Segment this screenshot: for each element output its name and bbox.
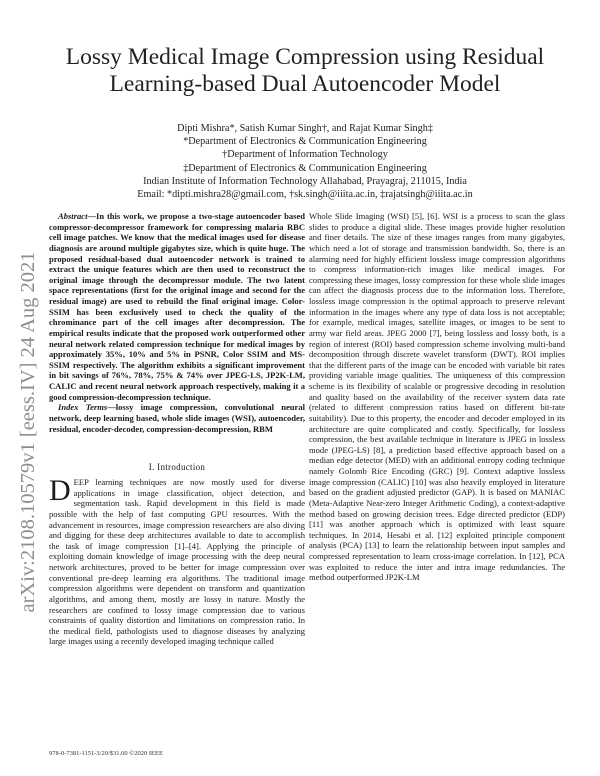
copyright-footer: 978-0-7381-1151-3/20/$31.00 ©2020 IEEE	[49, 750, 163, 757]
index-terms	[49, 402, 305, 434]
author-block	[40, 122, 570, 201]
introduction-text	[49, 474, 305, 647]
author-emails: Email: *dipti.mishra28@gmail.com, †sk.singh@iiita.ac.in, ‡rajatsingh@iiita.ac.in	[137, 189, 473, 201]
paper-title	[40, 44, 570, 98]
affiliation-2: †Department of Information Technology	[222, 149, 388, 161]
abstract-text: —In this work, we propose a two-stage autoencoder based compressor-decompressor framework for compressing malaria RBC cell image patches. We know that the medical images used for disease diagnosis are around multiple gigabytes size, which is quite huge. The proposed residual-based dual autoencoder network is trained to extract the unique features which are then used to reconstruct the original image through the decompressor module. The two latent space representations (first for the original image and second for the residual image) are used to rebuild the final original image. Color-SSIM has been exclusively used to check the quality of the chrominance part of the cell images after decompression. The empirical results indicate that the proposed work outperformed other neural network related compression technique for medical images by approximately 35%, 10% and 5% in PSNR, Color SSIM and MS-SSIM respectively. The algorithm exhibits a significant improvement in bit savings of 76%, 78%, 75% & 74% over JPEG-LS, JP2K-LM, CALIC and recent neural network approach respectively, making it a good compression-decompression technique.	[49, 211, 305, 402]
left-column	[49, 211, 305, 434]
author-names: Dipti Mishra*, Satish Kumar Singh†, and Rajat Kumar Singh‡	[177, 123, 433, 134]
title-line-2: Learning-based Dual Autoencoder Model	[109, 71, 501, 97]
drop-cap: D	[49, 474, 71, 507]
right-column	[309, 211, 565, 583]
affiliation-1: *Department of Electronics & Communication Engineering	[183, 136, 427, 148]
title-line-1: Lossy Medical Image Compression using Residual	[65, 44, 545, 70]
intro-body: EEP learning techniques are now mostly used for diverse applications in image classification, object detection, and segmentation task. Rapid development in this field is made possible with the help of fast computing GPU resources. With the advancement in resources, image compression researchers are also diving and digging for these deep architectures available to date to accomplish the task of image compression [1]–[4]. Applying the principle of exploiting domain knowledge of image processing with the deep neural network architectures, proved to be better for image compression over conventional pre-deep learning era algorithms. The traditional image compression algorithms were dependent on transform and quantization algorithms, and among them, mostly are lossy in nature. Mostly the researchers are confined to lossy image compression due to various constraints of quality distortion and limitations on compression ratio. In the medical field, pathologists used to diagnose diseases by analyzing large images using a recently developed imaging technique called	[49, 477, 305, 647]
right-column-text: Whole Slide Imaging (WSI) [5], [6]. WSI is a process to scan the glass slides to produce a digital slide. These images provide higher resolution and finer details. The size of these images ranges from many gigabytes, which need a lot of storage and transmission bandwidth. So, there is an alarming need for highly efficient lossless image compression algorithms to compress information-rich images like medical images. For compressing these images, lossy compression for these whole slide images can affect the diagnosis process due to the information loss. Therefore, lossless image compression is the optimal approach to preserve relevant information in the images where any type of data loss is not acceptable; for example, medical images, satellite images, or images to be sent to army war field areas. JPEG 2000 [7], being lossless and lossy both, is a region of interest (ROI) based compression scheme involving multi-band decomposition through discrete wavelet transform (DWT). ROI implies that the different parts of the image can be encoded with variable bit rates providing variable image qualities. The uniqueness of this compression scheme is its flexibility of scalable or progressive decoding in resolution and quality based on the availability of the receiver system data rate (related to different compression ratios based on different bit-rate suitability). Due to this property, the encoder and decoder employed in its architecture are quite complicated and costly. Specifically, for lossless compression, the best available technique in literature is JPEG in lossless mode (JPEG-LS) [8], a prediction based effective approach based on a median edge detector (MED) with an additional entropy coding technique namely Golomb Rice Encoding (GRC) [9]. Context adaptive lossless image compression (CALIC) [10] was also heavily employed in literature based on the gradient adjusted predictor (GAP). It is based on MANIAC (Meta-Adaptive Near-zero Integer Arithmetic Coding), a context-adaptive method based on growing decision trees. Edge directed predictor (EDP) [11] was another approach which is optimized with least square techniques. In 2014, Hesabi et al. [12] exploited principle component analysis (PCA) [13] to learn the relationship between input samples and compressed representation to learn cross-image correlation. In [12], PCA was exploited to reduce the inter and intra image redundancies. The method outperformed JP2K-LM	[309, 211, 565, 583]
abstract	[49, 211, 305, 402]
arxiv-stamp: arXiv:2108.10579v1 [eess.IV] 24 Aug 2021	[17, 251, 39, 613]
abstract-lead: Abstract	[58, 211, 88, 221]
affiliation-3: ‡Department of Electronics & Communication Engineering	[183, 162, 427, 174]
affiliation-4: Indian Institute of Information Technology Allahabad, Prayagraj, 211015, India	[143, 175, 467, 187]
index-terms-text: —lossy image compression, convolutional neural network, deep learning based, whole slide images (WSI), autoencoder, residual, encoder-decoder, compression-decompression, RBM	[49, 402, 305, 434]
section-heading: I. Introduction	[148, 462, 206, 472]
index-terms-lead: Index Terms	[58, 402, 108, 413]
